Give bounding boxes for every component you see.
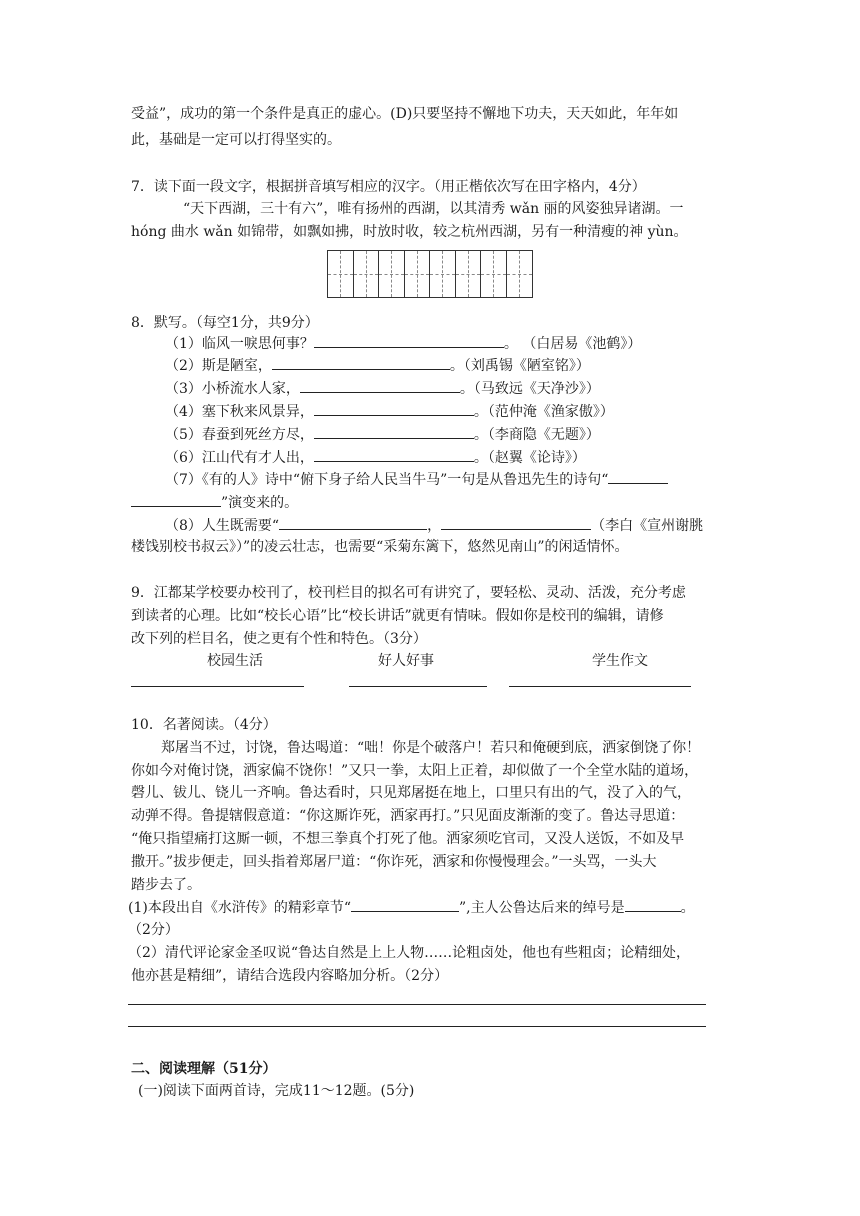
answer-blank[interactable]	[351, 897, 459, 912]
sub-question-1-score: （2分）	[128, 922, 179, 938]
sub-question-2-cont: 他亦甚是精细”，请结合选段内容略加分析。（2分）	[131, 968, 449, 984]
question-10-title: 10．名著阅读。（4分）	[131, 717, 277, 733]
recite-item-2: （2）斯是陋室， 。（刘禹锡《陋室铭》）	[165, 355, 765, 376]
excerpt-line: 踏步去了。	[131, 877, 201, 893]
answer-blank[interactable]	[279, 515, 427, 530]
section-2-subtitle: (一)阅读下面两首诗，完成11～12题。(5分)	[138, 1083, 415, 1099]
grid-cell[interactable]	[507, 251, 533, 297]
recite-item-4: （4）塞下秋来风景异， 。（范仲淹《渔家傲》）	[165, 401, 765, 422]
answer-blank[interactable]	[314, 333, 504, 348]
answer-blank[interactable]	[131, 492, 221, 507]
grid-cell[interactable]	[354, 251, 380, 297]
recite-item-1: （1）临风一唳思何事？ 。 （白居易《池鹤》）	[165, 333, 765, 354]
question-7-title: 7．读下面一段文字，根据拼音填写相应的汉字。（用正楷依次写在田字格内，4分）	[131, 179, 646, 195]
recite-item-8-cont: 楼饯别校书叔云》）”的凌云壮志，也需要“采菊东篱下，悠然见南山”的闲适情怀。	[131, 539, 629, 555]
column-name-3: 学生作文	[592, 653, 648, 669]
grid-cell[interactable]	[405, 251, 431, 297]
answer-blank[interactable]	[625, 897, 681, 912]
column-name-1: 校园生活	[207, 653, 263, 669]
answer-line[interactable]	[128, 1004, 706, 1005]
answer-line[interactable]	[131, 686, 304, 687]
excerpt-line: 你如今对俺讨饶，洒家偏不饶你！”又只一拳，太阳上正着，却似做了一个全堂水陆的道场，	[131, 763, 699, 779]
grid-cell[interactable]	[328, 251, 354, 297]
excerpt-line: 郑屠当不过，讨饶，鲁达喝道：“咄！你是个破落户！若只和俺硬到底，洒家倒饶了你！	[161, 740, 701, 756]
recite-item-6: （6）江山代有才人出， 。（赵翼《论诗》）	[165, 447, 765, 468]
question-7-text: hóng 曲水 wǎn 如锦带，如飘如拂，时放时收，较之杭州西湖，另有一种清瘦的神 yùn。	[131, 224, 688, 240]
excerpt-line: 动弹不得。鲁提辖假意道：“你这厮诈死，洒家再打。”只见面皮渐渐的变了。鲁达寻思道：	[131, 808, 685, 824]
recite-item-8: （8）人生既需要“ ， （李白《宣州谢朓	[165, 515, 765, 536]
answer-blank[interactable]	[314, 401, 474, 416]
tianzige-grid[interactable]	[327, 250, 533, 298]
excerpt-line: 磬儿、钹儿、铙儿一齐响。鲁达看时，只见郑屠挺在地上，口里只有出的气，没了入的气，	[131, 785, 691, 801]
question-7-text: “天下西湖，三十有六”，唯有扬州的西湖，以其清秀 wǎn 丽的风姿独异诸湖。一	[183, 201, 684, 217]
grid-cell[interactable]	[481, 251, 507, 297]
answer-line[interactable]	[349, 686, 487, 687]
answer-blank[interactable]	[314, 447, 474, 462]
answer-blank[interactable]	[608, 469, 668, 484]
question-8-title: 8．默写。（每空1分，共9分）	[131, 315, 319, 331]
grid-cell[interactable]	[430, 251, 456, 297]
question-9-text: 改下列的栏目名，使之更有个性和特色。（3分）	[131, 631, 427, 647]
answer-blank[interactable]	[272, 355, 450, 370]
grid-cell[interactable]	[456, 251, 482, 297]
answer-blank[interactable]	[441, 515, 591, 530]
answer-line[interactable]	[128, 1026, 706, 1027]
answer-blank[interactable]	[314, 424, 474, 439]
sub-question-1: (1)本段出自《水浒传》的精彩章节“ ”,主人公鲁达后来的绰号是 。	[128, 897, 728, 918]
passage-line: 此，基础是一定可以打得坚实的。	[131, 132, 341, 148]
sub-question-2: （2）清代评论家金圣叹说“鲁达自然是上上人物……论粗卤处，他也有些粗卤；论精细处，	[128, 945, 691, 961]
recite-item-7: （7）《有的人》诗中“俯下身子给人民当牛马”一句是从鲁迅先生的诗句“	[165, 469, 765, 490]
section-2-title: 二、阅读理解（51分）	[131, 1061, 277, 1077]
excerpt-line: “俺只指望痛打这厮一顿，不想三拳真个打死了他。洒家须吃官司，又没人送饭，不如及早	[131, 831, 685, 847]
passage-line: 受益”，成功的第一个条件是真正的虚心。(D)只要坚持不懈地下功夫，天天如此，年年如	[131, 106, 679, 122]
column-name-2: 好人好事	[378, 653, 434, 669]
recite-item-3: （3）小桥流水人家， 。（马致远《天净沙》）	[165, 378, 765, 399]
question-9-text: 到读者的心理。比如“校长心语”比“校长讲话”就更有情味。假如你是校刊的编辑，请修	[131, 608, 664, 624]
answer-blank[interactable]	[300, 378, 460, 393]
answer-line[interactable]	[509, 686, 691, 687]
question-9-title: 9．江都某学校要办校刊了，校刊栏目的拟名可有讲究了，要轻松、灵动、活泼，充分考虑	[131, 585, 686, 601]
recite-item-7-cont: ”演变来的。	[131, 492, 731, 513]
recite-item-5: （5）春蚕到死丝方尽， 。（李商隐《无题》）	[165, 424, 765, 445]
excerpt-line: 撒开。”拔步便走，回头指着郑屠尸道：“你诈死，洒家和你慢慢理会。”一头骂，一头大	[131, 854, 657, 870]
grid-cell[interactable]	[379, 251, 405, 297]
